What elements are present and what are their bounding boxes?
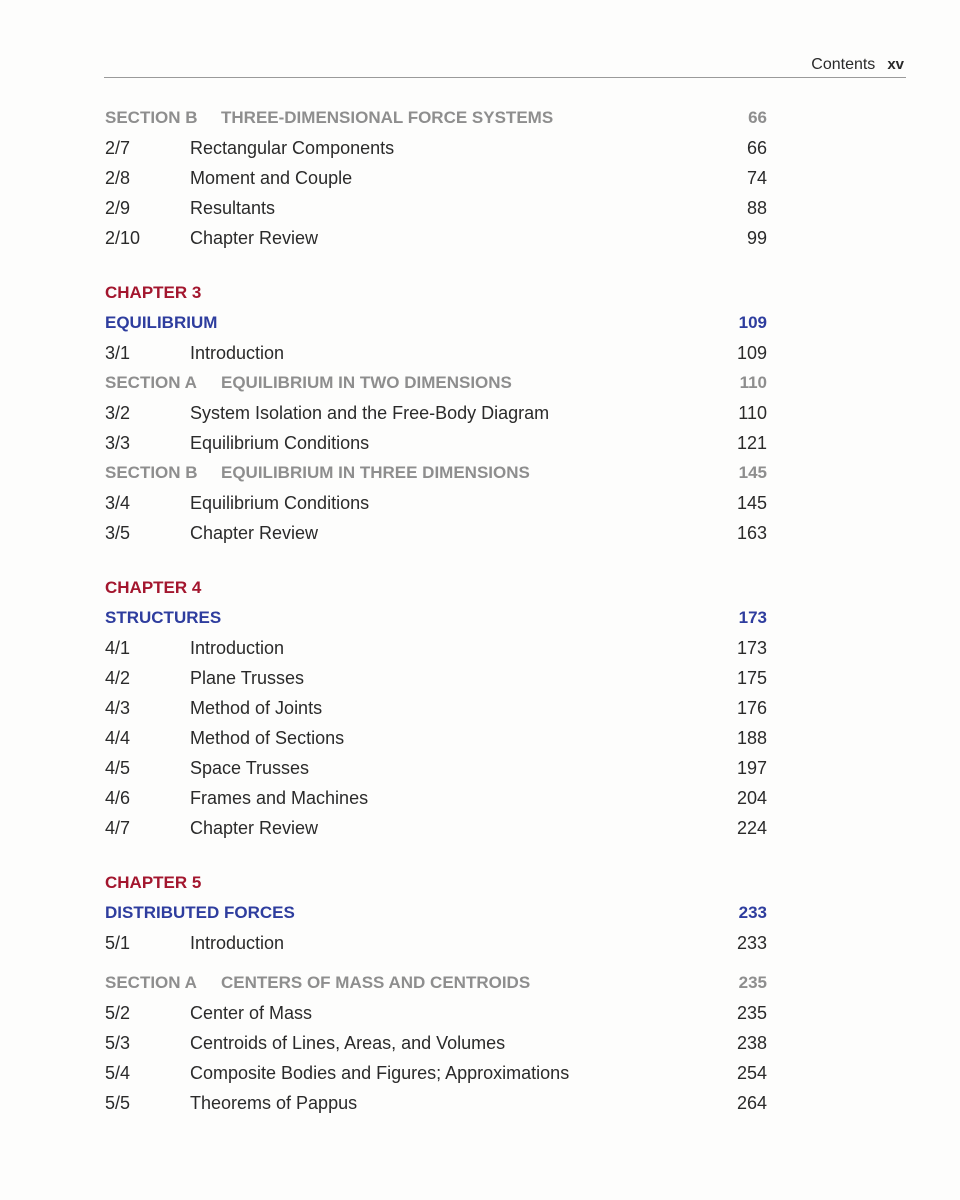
toc-item[interactable] [105,518,767,548]
toc-section[interactable] [105,103,767,133]
entry-number: 3/5 [105,523,131,543]
entry-page: 74 [746,168,767,188]
entry-number: 3/1 [105,343,131,363]
entry-number: 4/4 [105,728,131,748]
toc-chapter[interactable] [105,573,767,603]
entry-title: Method of Joints [190,698,323,718]
entry-title: Equilibrium Conditions [190,433,370,453]
entry-title: CHAPTER 4 [105,578,202,597]
entry-number: 4/3 [105,698,131,718]
entry-number: 5/3 [105,1033,131,1053]
toc-item[interactable] [105,398,767,428]
toc-chapter[interactable] [105,278,767,308]
toc-chtitle[interactable] [105,603,767,633]
entry-page: 110 [739,373,767,392]
entry-number: 4/2 [105,668,131,688]
entry-page: 233 [738,903,767,922]
entry-title: Theorems of Pappus [190,1093,358,1113]
entry-page: 235 [736,1003,767,1023]
entry-page: 188 [736,728,767,748]
entry-title: Chapter Review [190,228,319,248]
entry-number: 4/6 [105,788,131,808]
running-header [811,56,904,74]
toc-chtitle[interactable] [105,308,767,338]
entry-title: System Isolation and the Free-Body Diagram [190,403,550,423]
entry-number: 4/5 [105,758,131,778]
entry-number: 5/4 [105,1063,131,1083]
running-header-label: Contents [811,56,876,73]
entry-title: Centroids of Lines, Areas, and Volumes [190,1033,506,1053]
entry-page: 204 [736,788,767,808]
entry-title: CENTERS OF MASS AND CENTROIDS [221,973,531,992]
entry-title: EQUILIBRIUM [105,313,218,332]
entry-title: Method of Sections [190,728,345,748]
entry-number: 2/7 [105,138,131,158]
toc-item[interactable] [105,1058,767,1088]
toc-item[interactable] [105,813,767,843]
entry-page: 66 [748,108,767,127]
toc-item[interactable] [105,1028,767,1058]
entry-title: DISTRIBUTED FORCES [105,903,295,922]
entry-number: 2/8 [105,168,131,188]
toc-item[interactable] [105,133,767,163]
toc-item[interactable] [105,998,767,1028]
entry-number: 2/9 [105,198,131,218]
entry-title: Equilibrium Conditions [190,493,370,513]
entry-title: Plane Trusses [190,668,305,688]
toc-item[interactable] [105,783,767,813]
entry-title: CHAPTER 3 [105,283,202,302]
toc-item[interactable] [105,693,767,723]
toc-section[interactable] [105,458,767,488]
entry-number: 4/1 [105,638,131,658]
entry-number: 5/1 [105,933,131,953]
toc-item[interactable] [105,753,767,783]
entry-page: 173 [738,608,767,627]
entry-page: 173 [736,638,767,658]
entry-number: 2/10 [105,228,141,248]
table-of-contents [105,103,767,1118]
entry-page: 224 [736,818,767,838]
entry-page: 88 [746,198,767,218]
entry-page: 235 [738,973,767,992]
toc-item[interactable] [105,1088,767,1118]
toc-item[interactable] [105,428,767,458]
entry-number: 3/4 [105,493,131,513]
toc-item[interactable] [105,663,767,693]
toc-item[interactable] [105,223,767,253]
toc-section[interactable] [105,968,767,998]
entry-page: 163 [736,523,767,543]
entry-title: STRUCTURES [105,608,222,627]
entry-title: Frames and Machines [190,788,369,808]
entry-title: Chapter Review [190,818,319,838]
entry-title: EQUILIBRIUM IN TWO DIMENSIONS [221,373,512,392]
section-label: SECTION B [105,108,198,127]
entry-number: 3/3 [105,433,131,453]
entry-page: 175 [736,668,767,688]
entry-title: Center of Mass [190,1003,313,1023]
entry-page: 238 [736,1033,767,1053]
toc-chapter[interactable] [105,868,767,898]
entry-title: Introduction [190,343,285,363]
entry-page: 110 [738,403,767,423]
section-label: SECTION A [105,973,197,992]
entry-page: 109 [736,343,767,363]
entry-title: Chapter Review [190,523,319,543]
entry-page: 254 [736,1063,767,1083]
entry-number: 5/5 [105,1093,131,1113]
section-label: SECTION A [105,373,197,392]
toc-item[interactable] [105,163,767,193]
toc-section[interactable] [105,368,767,398]
entry-title: Rectangular Components [190,138,395,158]
entry-title: Space Trusses [190,758,310,778]
toc-item[interactable] [105,193,767,223]
entry-title: Introduction [190,933,285,953]
toc-item[interactable] [105,928,767,958]
entry-page: 176 [736,698,767,718]
page-number: xv [887,56,904,73]
entry-title: Introduction [190,638,285,658]
toc-item[interactable] [105,633,767,663]
entry-title: THREE-DIMENSIONAL FORCE SYSTEMS [221,108,554,127]
entry-page: 264 [736,1093,767,1113]
entry-title: Moment and Couple [190,168,353,188]
entry-page: 66 [746,138,767,158]
entry-page: 121 [736,433,767,453]
section-label: SECTION B [105,463,198,482]
header-rule [104,77,906,78]
entry-page: 145 [736,493,767,513]
entry-title: Resultants [190,198,276,218]
entry-title: EQUILIBRIUM IN THREE DIMENSIONS [221,463,530,482]
entry-page: 197 [736,758,767,778]
entry-title: Composite Bodies and Figures; Approximations [190,1063,570,1083]
entry-page: 109 [738,313,767,332]
entry-page: 145 [738,463,767,482]
entry-title: CHAPTER 5 [105,873,202,892]
toc-chtitle[interactable] [105,898,767,928]
entry-number: 4/7 [105,818,131,838]
entry-number: 3/2 [105,403,131,423]
toc-item[interactable] [105,488,767,518]
toc-item[interactable] [105,338,767,368]
entry-page: 99 [746,228,767,248]
entry-number: 5/2 [105,1003,131,1023]
toc-item[interactable] [105,723,767,753]
entry-page: 233 [736,933,767,953]
